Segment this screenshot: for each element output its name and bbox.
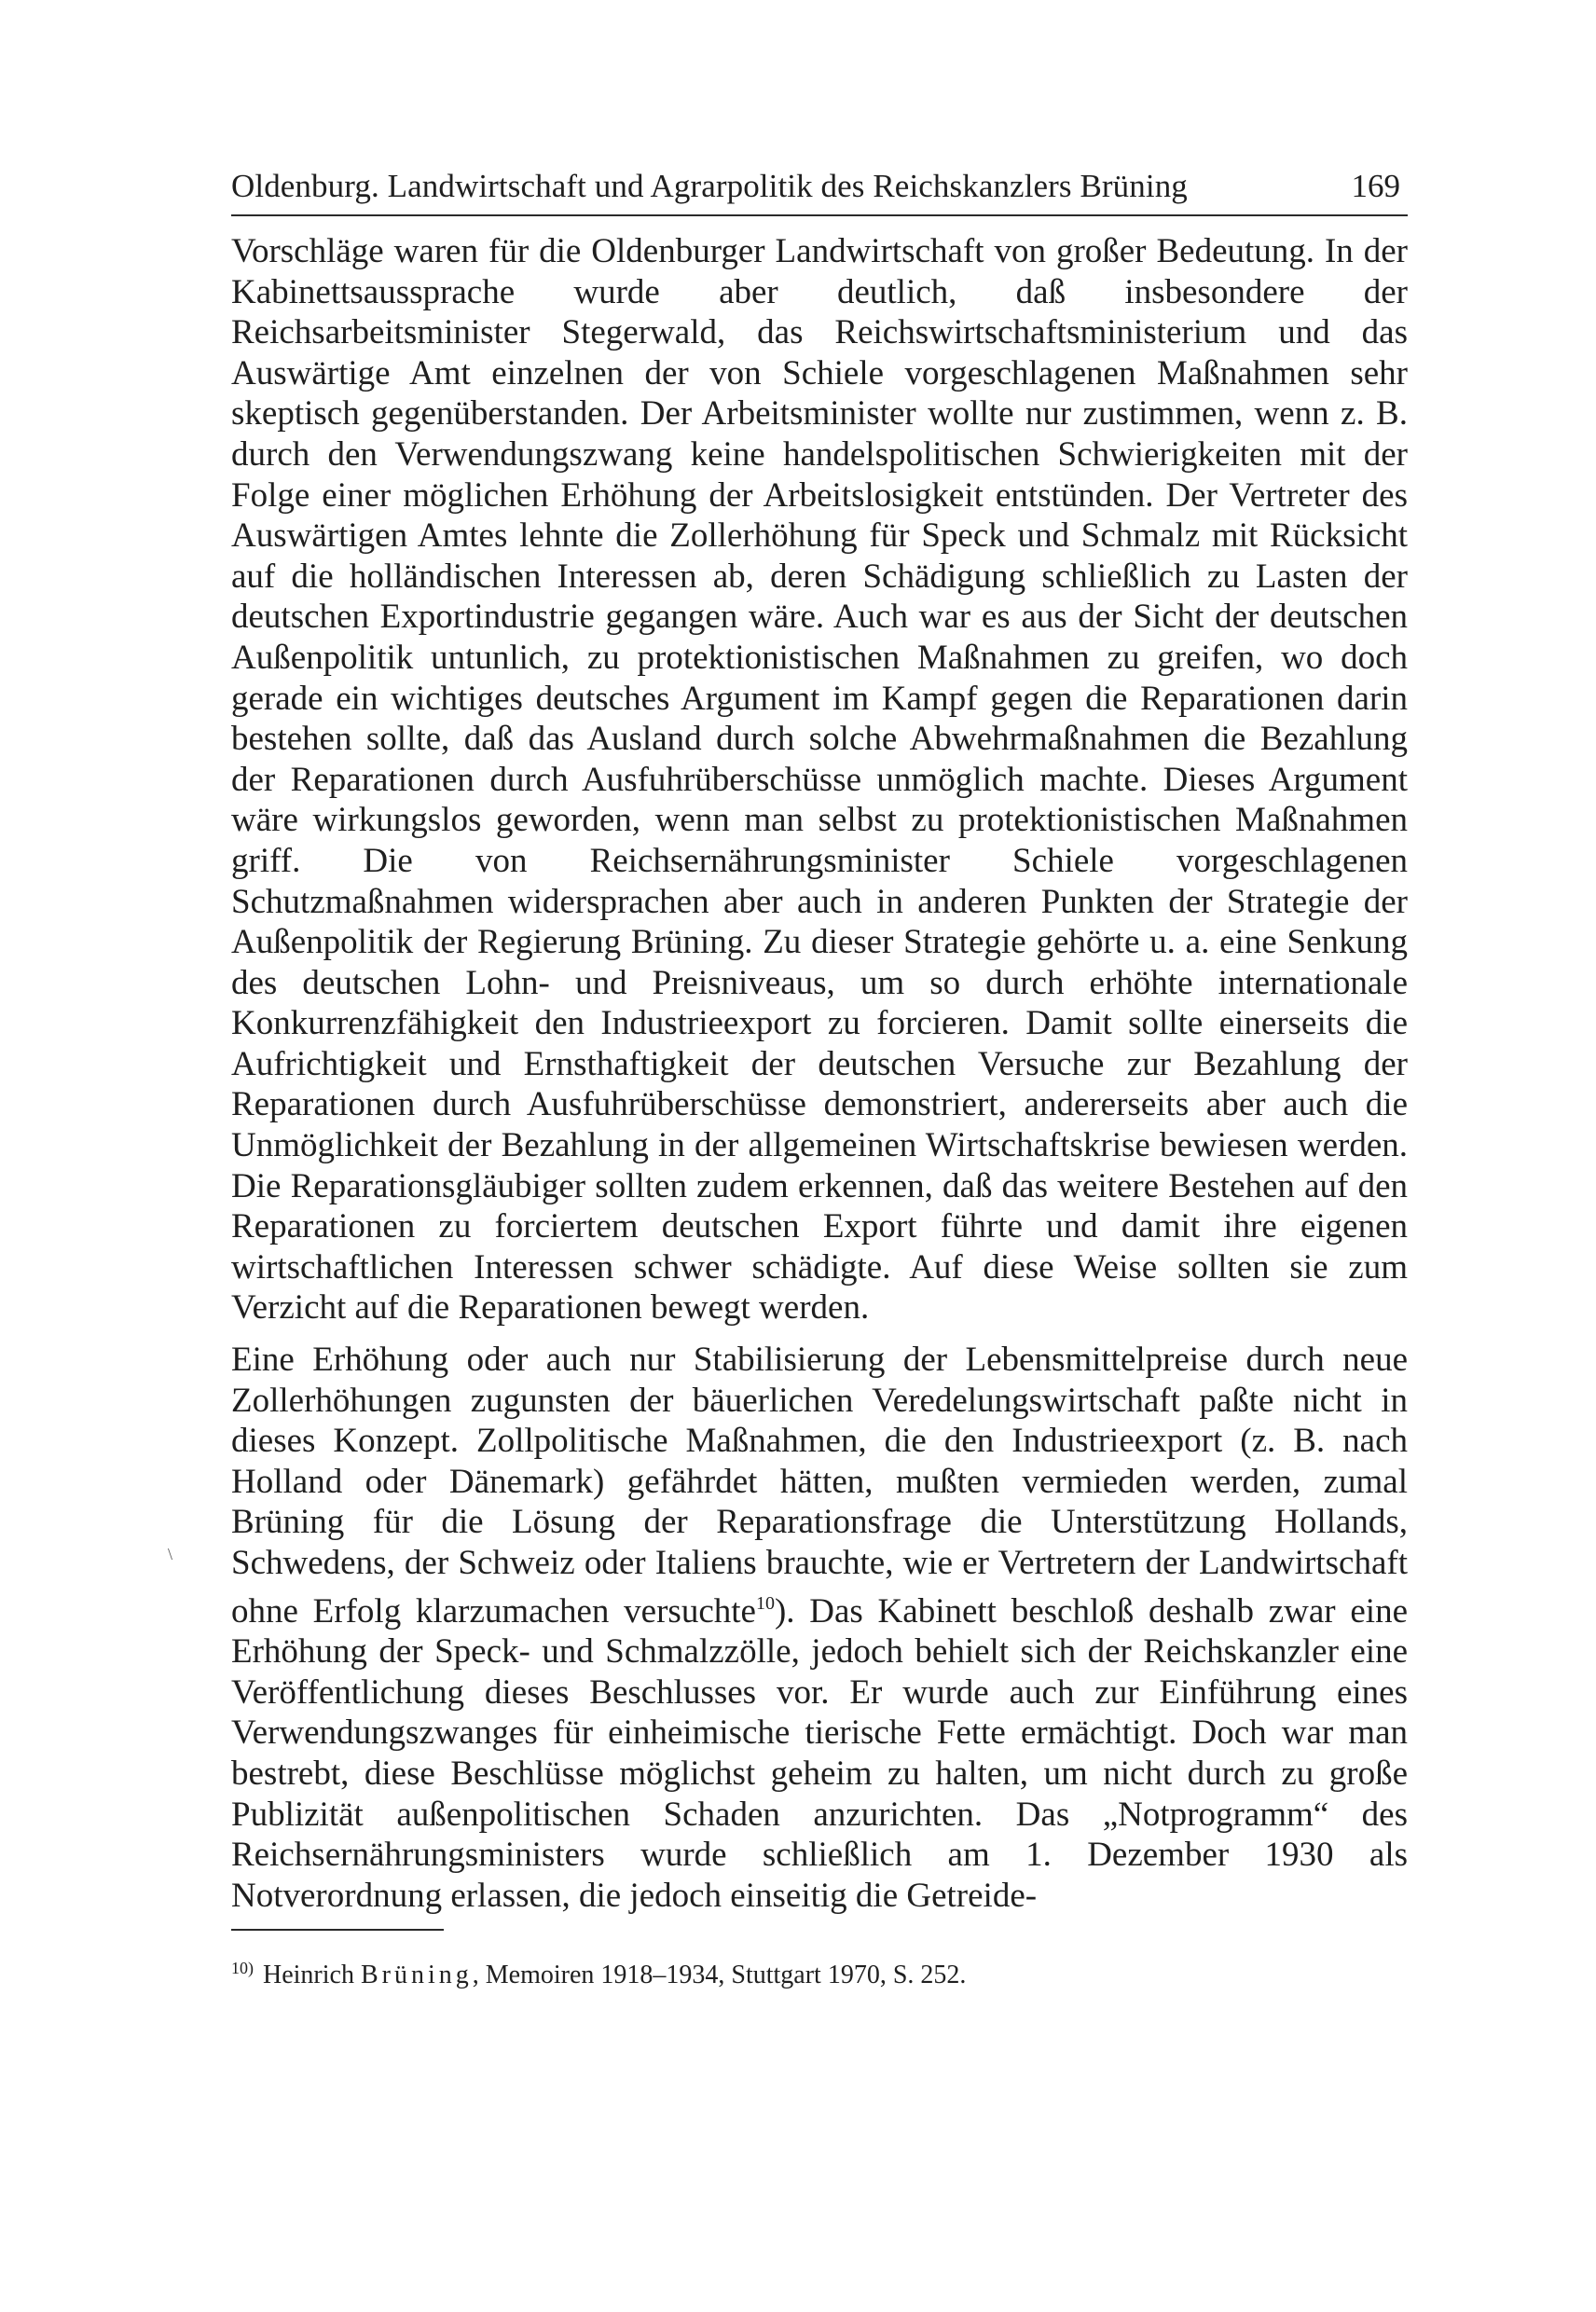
paragraph-2-part-2: ). Das Kabinett beschloß deshalb zwar eine Erhöhung der Speck- und Schmalzzölle, jedoch behielt sich der Reichskanzler eine Veröffentlichung dieses Beschlusses vor. Er wurde auch zur Einführung eines Verwendungszwanges für einheimische tierische Fette ermächtigt. Doch war man bestrebt, diese Beschlüsse möglichst geheim zu halten, um nicht durch zu große Publizität außenpolitischen Schaden anzurichten. Das „Notprogramm“ des Reichsernährungsministers wurde schließlich am 1. Dezember 1930 als Notverordnung erlassen, die jedoch einseitig die Getreide- bbox=[231, 1591, 1408, 1915]
footnote-citation: , Memoiren 1918–1934, Stuttgart 1970, S. 252. bbox=[472, 1961, 967, 1990]
footnote-author-prefix: Heinrich bbox=[263, 1961, 361, 1990]
footnote-number-paren: ) bbox=[248, 1959, 254, 1978]
footnote-separator bbox=[231, 1929, 444, 1931]
footnote-author-name: Brüning bbox=[360, 1961, 473, 1990]
page bbox=[231, 164, 1408, 1994]
footnote-number-digits: 10 bbox=[231, 1959, 248, 1978]
footnote-number bbox=[231, 1959, 254, 1977]
header-rule bbox=[231, 214, 1408, 216]
paragraph-2 bbox=[231, 1340, 1408, 1916]
paragraph-2-part-1: Eine Erhöhung oder auch nur Stabilisierung der Lebensmittelpreise durch neue Zollerhöhungen zugunsten der bäuerlichen Veredelungswirtschaft paßte nicht in dieses Konzept. Zollpolitische Maßnahmen, die den Industrieexport (z. B. nach Holland oder Dänemark) gefährdet hätten, mußten vermieden werden, zumal Brüning für die Lösung der Reparationsfrage die Unterstützung Hollands, Schwedens, der Schweiz oder Italiens brauchte, wie er Vertretern der Landwirtschaft ohne Erfolg klarzumachen versuchte bbox=[231, 1341, 1408, 1631]
stray-mark: \ bbox=[168, 1545, 173, 1563]
paragraph-1: Vorschläge waren für die Oldenburger Landwirtschaft von großer Bedeutung. In der Kabinettsaussprache wurde aber deutlich, daß insbesondere der Reichsarbeitsminister Stegerwald, das Reichswirtschaftsministerium und das Auswärtige Amt einzelnen der von Schiele vorgeschlagenen Maßnahmen sehr skeptisch gegenüberstanden. Der Arbeitsminister wollte nur zustimmen, wenn z. B. durch den Verwendungszwang keine handelspolitischen Schwierigkeiten mit der Folge einer möglichen Erhöhung der Arbeitslosigkeit entstünden. Der Vertreter des Auswärtigen Amtes lehnte die Zollerhöhung für Speck und Schmalz mit Rücksicht auf die holländischen Interessen ab, deren Schädigung schließlich zu Lasten der deutschen Exportindustrie gegangen wäre. Auch war es aus der Sicht der deutschen Außenpolitik untunlich, zu protektionistischen Maßnahmen zu greifen, wo doch gerade ein wichtiges deutsches Argument im Kampf gegen die Reparationen darin bestehen sollte, daß das Ausland durch solche Abwehrmaßnahmen die Bezahlung der Reparationen durch Ausfuhrüberschüsse unmöglich machte. Dieses Argument wäre wirkungslos geworden, wenn man selbst zu protektionistischen Maßnahmen griff. Die von Reichsernährungsminister Schiele vorgeschlagenen Schutzmaßnahmen widersprachen aber auch in anderen Punkten der Strategie der Außenpolitik der Regierung Brüning. Zu dieser Strategie gehörte u. a. eine Senkung des deutschen Lohn- und Preisniveaus, um so durch erhöhte internationale Konkurrenzfähigkeit den Industrieexport zu forcieren. Damit sollte einerseits die Aufrichtigkeit und Ernsthaftigkeit der deutschen Versuche zur Bezahlung der Reparationen durch Ausfuhrüberschüsse demonstriert, andererseits aber auch die Unmöglichkeit der Bezahlung in der allgemeinen Wirtschaftskrise bewiesen werden. Die Reparationsgläubiger sollten zudem erkennen, daß das weitere Bestehen auf den Reparationen zu forciertem deutschen Export führte und damit ihre eigenen wirtschaftlichen Interessen schwer schädigte. Auf diese Weise sollten sie zum Verzicht auf die Reparationen bewegt werden. bbox=[231, 232, 1408, 1328]
running-head-title: Oldenburg. Landwirtschaft und Agrarpolitik des Reichskanzlers Brüning bbox=[231, 168, 1188, 204]
body-text bbox=[231, 231, 1408, 1916]
running-head bbox=[231, 164, 1408, 214]
page-number: 169 bbox=[1351, 168, 1400, 204]
footnote-10 bbox=[231, 1949, 1408, 1994]
footnote-reference: 10 bbox=[755, 1592, 775, 1614]
